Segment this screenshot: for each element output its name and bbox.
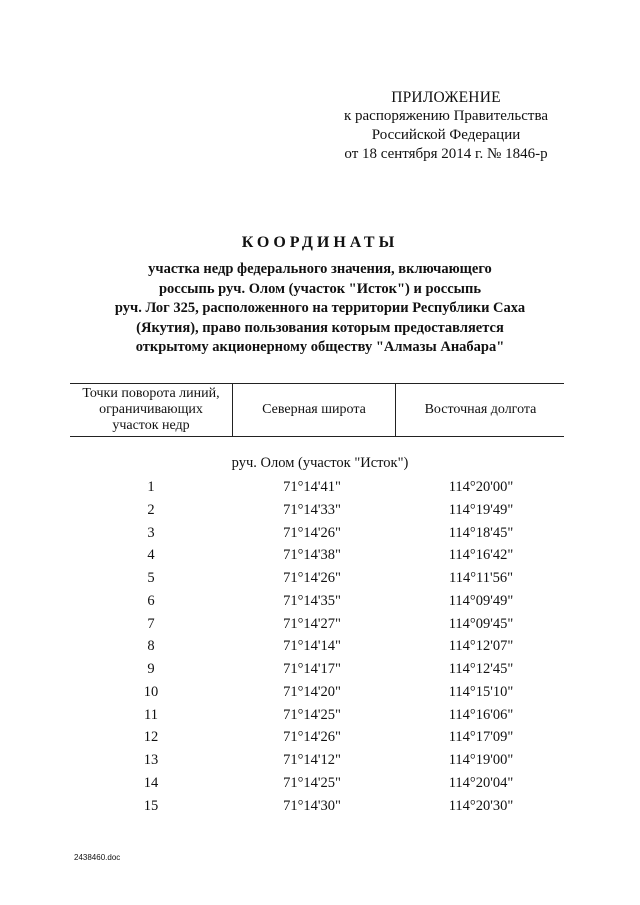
footer-filename: 2438460.doc	[74, 853, 121, 862]
longitude-value: 114°19'00"	[448, 752, 514, 768]
latitude-value: 71°14'20"	[283, 683, 341, 700]
longitude-value: 114°18'45"	[448, 524, 514, 541]
table-row	[0, 477, 640, 500]
table-row	[0, 523, 640, 546]
latitude-value: 71°14'35"	[283, 592, 341, 609]
table-row	[0, 727, 640, 750]
table-row	[0, 682, 640, 705]
header-east-longitude: Восточная долгота	[395, 384, 565, 436]
longitude-value: 114°17'09"	[448, 729, 514, 746]
table-row	[0, 773, 640, 796]
table-row	[0, 591, 640, 614]
point-number: 7	[147, 615, 155, 632]
point-number: 6	[147, 592, 155, 609]
latitude-value: 71°14'27"	[283, 615, 341, 632]
point-number: 12	[143, 729, 159, 746]
document-title: КООРДИНАТЫ	[241, 234, 399, 251]
point-number: 9	[147, 661, 155, 677]
point-number: 1	[147, 479, 155, 495]
subtitle-line-1: участка недр федерального значения, включающего	[148, 261, 492, 277]
point-number: 4	[147, 547, 155, 564]
table-row	[0, 659, 640, 682]
point-number: 11	[144, 706, 158, 723]
latitude-value: 71°14'25"	[283, 774, 341, 791]
longitude-value: 114°20'00"	[448, 479, 514, 495]
table-row	[0, 796, 640, 819]
longitude-value: 114°11'56"	[448, 570, 513, 586]
table-row	[0, 705, 640, 728]
header-points-line-1: Точки поворота линий,	[82, 386, 220, 401]
table-row	[0, 750, 640, 773]
longitude-value: 114°20'04"	[448, 774, 514, 791]
longitude-value: 114°20'30"	[448, 797, 514, 814]
latitude-value: 71°14'17"	[283, 661, 341, 677]
table-row	[0, 545, 640, 568]
point-number: 8	[147, 638, 155, 655]
longitude-value: 114°16'06"	[448, 706, 514, 723]
longitude-value: 114°16'42"	[448, 547, 514, 564]
table-row	[0, 500, 640, 523]
point-number: 10	[143, 683, 159, 700]
subtitle-line-2: россыпь руч. Олом (участок "Исток") и россыпь	[158, 280, 481, 297]
latitude-value: 71°14'26"	[283, 729, 341, 746]
latitude-value: 71°14'14"	[283, 638, 341, 655]
point-number: 5	[147, 570, 155, 586]
latitude-value: 71°14'38"	[283, 547, 341, 564]
coordinates-table-header	[70, 383, 564, 437]
point-number: 3	[147, 524, 155, 541]
section-title: руч. Олом (участок "Исток")	[231, 455, 409, 471]
subtitle-line-5: открытому акционерному обществу "Алмазы Анабара"	[135, 339, 505, 355]
latitude-value: 71°14'26"	[283, 570, 341, 586]
appendix-line-2: Российской Федерации	[371, 127, 521, 143]
header-points	[70, 384, 232, 436]
table-row	[0, 614, 640, 637]
appendix-heading: ПРИЛОЖЕНИЕ	[391, 89, 501, 106]
appendix-block	[330, 88, 562, 164]
header-points-line-2: ограничивающих	[99, 402, 203, 417]
table-row	[0, 568, 640, 591]
point-number: 2	[147, 501, 155, 518]
table-row	[0, 636, 640, 659]
latitude-value: 71°14'12"	[283, 752, 341, 768]
subtitle-line-3: руч. Лог 325, расположенного на территории Республики Саха	[114, 300, 526, 316]
latitude-value: 71°14'30"	[283, 797, 341, 814]
longitude-value: 114°15'10"	[448, 683, 514, 700]
longitude-value: 114°09'49"	[448, 592, 514, 609]
point-number: 15	[143, 797, 159, 814]
longitude-value: 114°09'45"	[448, 615, 514, 632]
document-subtitle	[80, 260, 560, 358]
subtitle-line-4: (Якутия), право пользования которым предоставляется	[136, 319, 504, 336]
longitude-value: 114°12'45"	[448, 661, 514, 677]
coordinates-rows	[0, 477, 640, 818]
latitude-value: 71°14'41"	[283, 479, 341, 495]
header-north-latitude: Северная широта	[232, 384, 395, 436]
appendix-line-1: к распоряжению Правительства	[343, 108, 548, 124]
longitude-value: 114°12'07"	[448, 638, 514, 655]
header-points-line-3: участок недр	[112, 418, 190, 433]
point-number: 13	[143, 752, 159, 768]
latitude-value: 71°14'25"	[283, 706, 341, 723]
latitude-value: 71°14'26"	[283, 524, 341, 541]
longitude-value: 114°19'49"	[448, 501, 514, 518]
point-number: 14	[143, 774, 159, 791]
appendix-line-3: от 18 сентября 2014 г. № 1846-р	[344, 146, 548, 162]
latitude-value: 71°14'33"	[283, 501, 341, 518]
